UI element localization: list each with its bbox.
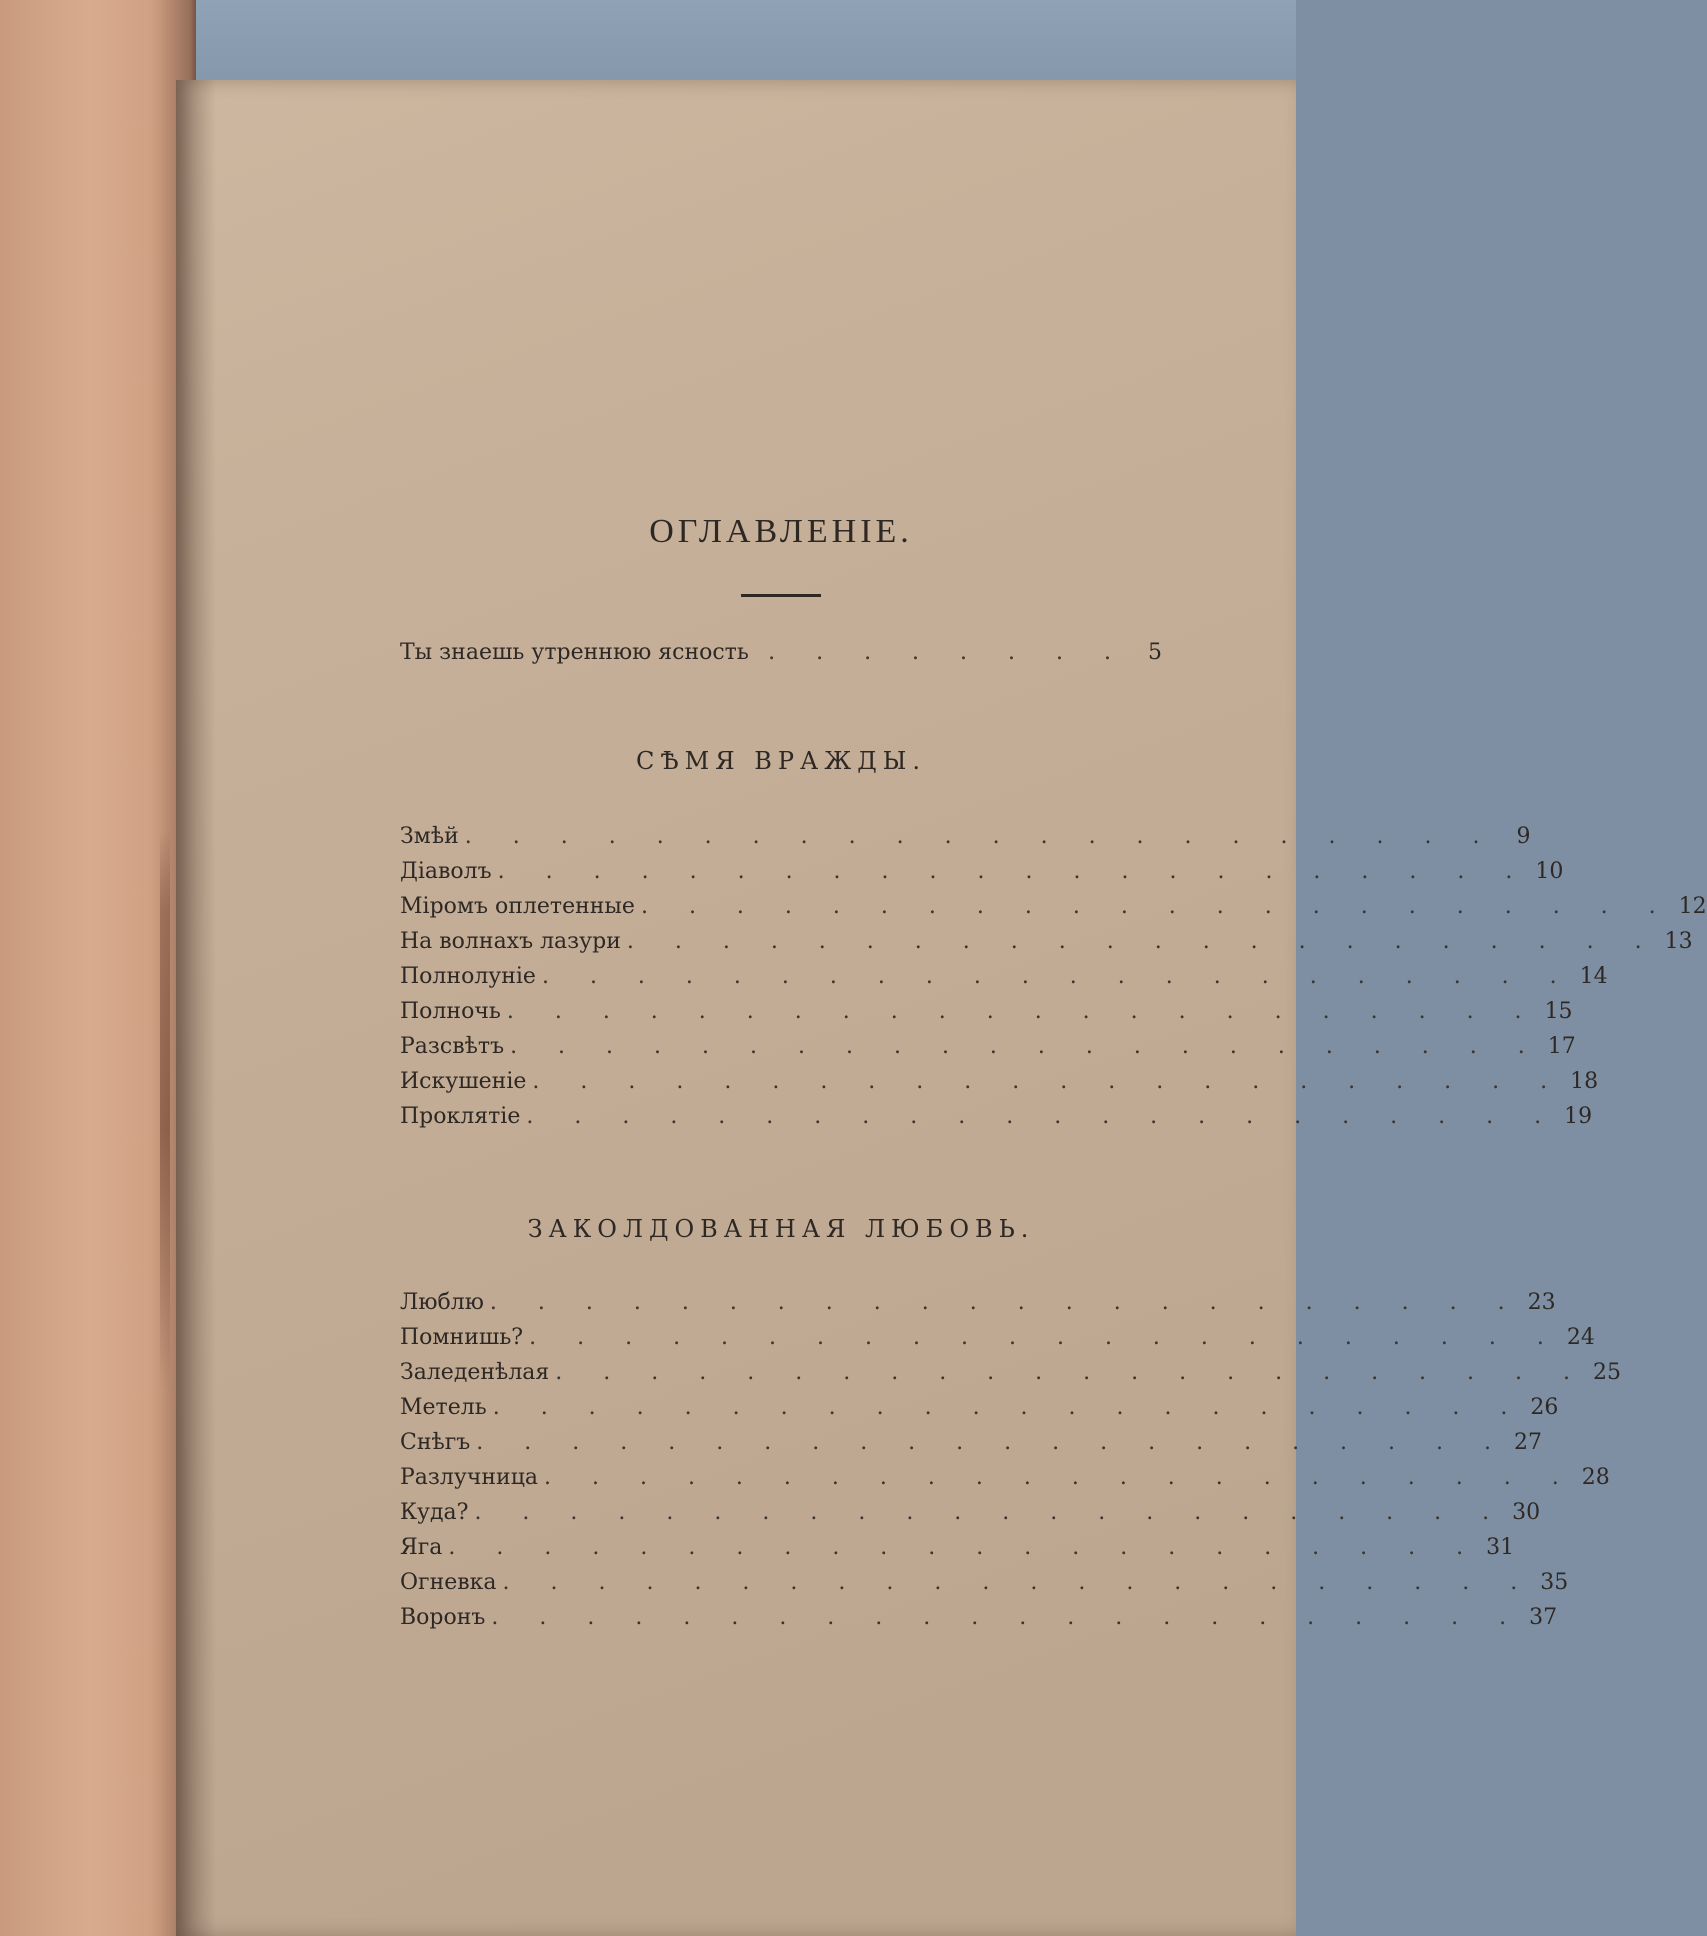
- toc-entry-page: 31: [1486, 1535, 1515, 1560]
- toc-entry: [400, 890, 1707, 924]
- toc-entry: [400, 1065, 1599, 1099]
- toc-entry: [400, 925, 1693, 959]
- toc-entry-page: 26: [1530, 1395, 1559, 1420]
- toc-entry-page: 9: [1516, 824, 1531, 849]
- toc-entry: [400, 820, 1531, 854]
- dot-leader: . . . . . . . . . . . . . . . . . . . . . .: [474, 1500, 1507, 1525]
- gutter-shadow: [176, 80, 216, 1936]
- toc-entry-page: 35: [1540, 1570, 1569, 1595]
- toc-entry-label: Яга: [400, 1535, 443, 1560]
- toc-entry-page: 23: [1527, 1290, 1556, 1315]
- toc-entry-page: 18: [1570, 1069, 1599, 1094]
- toc-entry-label: Полночь: [400, 999, 501, 1024]
- section-heading-1: СѢМЯ ВРАЖДЫ.: [636, 747, 926, 775]
- toc-entry-label: Метель: [400, 1395, 487, 1420]
- dot-leader: . . . . . . . . . . . . . . . . . . . . . .: [506, 999, 1539, 1024]
- dot-leader: . . . . . . . . . . . . . . . . . . . . . .: [626, 929, 1659, 954]
- title-rule: [741, 594, 821, 597]
- toc-entry-page: 17: [1547, 1034, 1576, 1059]
- dot-leader: . . . . . . . . . . . . . . . . . . . . . .: [555, 1360, 1588, 1385]
- toc-entry-label: Искушеніе: [400, 1069, 527, 1094]
- toc-entry-intro: [400, 636, 1162, 670]
- toc-entry-label: Воронъ: [400, 1605, 486, 1630]
- toc-entry: [400, 1391, 1559, 1425]
- toc-entry-page: 14: [1579, 964, 1608, 989]
- dot-leader: . . . . . . . . . . . . . . . . . . . . . .: [464, 824, 1497, 849]
- dot-leader: . . . . . . . . . . . . . . . . . . . . . .: [532, 1069, 1565, 1094]
- toc-entry-page: 28: [1581, 1465, 1610, 1490]
- toc-entry-page: 30: [1512, 1500, 1541, 1525]
- dot-leader: . . . . . . . . . . . . . . . . . . . . . .: [489, 1290, 1522, 1315]
- toc-entry: [400, 1496, 1541, 1530]
- toc-entry: [400, 1286, 1556, 1320]
- toc-entry-label: Змѣй: [400, 824, 459, 849]
- toc-entry-label: Огневка: [400, 1570, 497, 1595]
- section-heading-2: ЗАКОЛДОВАННАЯ ЛЮБОВЬ.: [527, 1215, 1035, 1243]
- dot-leader: . . . . . . . . . . . . . . . . . . . . . .: [543, 1465, 1576, 1490]
- toc-entry: [400, 1426, 1543, 1460]
- toc-entry-page: 10: [1535, 859, 1564, 884]
- toc-entry: [400, 1100, 1593, 1134]
- toc-entry-label: Діаволъ: [400, 859, 492, 884]
- dot-leader: . . . . . . . . . . . . . . . . . . . . . .: [448, 1535, 1481, 1560]
- toc-entry-page: 5: [1148, 640, 1162, 665]
- toc-title: ОГЛАВЛЕНІЕ.: [649, 513, 913, 550]
- toc-entry-label: Куда?: [400, 1500, 469, 1525]
- dot-leader: . . . . . . . . . . . . . . . . . . . . . .: [476, 1430, 1509, 1455]
- toc-entry-label: Снѣгъ: [400, 1430, 471, 1455]
- dot-leader: . . . . . . . . . . . . . . . . . . . . . .: [541, 964, 1574, 989]
- toc-entry-label: Полнолуніе: [400, 964, 536, 989]
- toc-entry-label: На волнахъ лазури: [400, 929, 621, 954]
- toc-entry: [400, 855, 1564, 889]
- toc-entry-label: Проклятіе: [400, 1104, 521, 1129]
- dot-leader: . . . . . . . . . . . . . . . . . . . . . .: [526, 1104, 1559, 1129]
- dot-leader: . . . . . . . . . . . . . . . . . . . . . .: [640, 894, 1673, 919]
- toc-entry-label: Помнишь?: [400, 1325, 524, 1350]
- dot-leader: . . . . . . . . . . . . . . . . . . . . . .: [492, 1395, 1525, 1420]
- toc-entry-page: 12: [1678, 894, 1707, 919]
- dot-leader: . . . . . . . . . . . . . . . . . . . . . .: [502, 1570, 1535, 1595]
- toc-entry-label: Заледенѣлая: [400, 1360, 550, 1385]
- dot-leader: . . . . . . . . . . . . . . . . . . . . . .: [497, 859, 1530, 884]
- toc-entry-page: 27: [1514, 1430, 1543, 1455]
- dot-leader: . . . . . . . . . . . . . . . . . . . . . .: [491, 1605, 1524, 1630]
- toc-entry-label: Люблю: [400, 1290, 484, 1315]
- dot-leader: . . . . . . . . . . . . . . . . . . . . . .: [529, 1325, 1561, 1350]
- toc-entry: [400, 960, 1608, 994]
- toc-entry-page: 37: [1529, 1605, 1558, 1630]
- toc-entry: [400, 1356, 1622, 1390]
- toc-entry-page: 13: [1664, 929, 1693, 954]
- toc-entry: [400, 1030, 1576, 1064]
- dot-leader: . . . . . . . . . . . . . . . . . . . . . .: [510, 1034, 1542, 1059]
- toc-entry-page: 25: [1593, 1360, 1622, 1385]
- toc-entry-label: Ты знаешь утреннюю ясность: [400, 640, 749, 665]
- dot-leader: . . . . . . . .: [768, 640, 1128, 665]
- spine-stain: [160, 830, 170, 1390]
- toc-entry: [400, 1566, 1569, 1600]
- toc-entry: [400, 1461, 1610, 1495]
- toc-entry-page: 15: [1544, 999, 1573, 1024]
- toc-entry-page: 24: [1566, 1325, 1595, 1350]
- toc-entry: [400, 1531, 1515, 1565]
- toc-entry: [400, 1321, 1595, 1355]
- toc-entry-page: 19: [1564, 1104, 1593, 1129]
- toc-entry: [400, 995, 1573, 1029]
- toc-entry-label: Разлучница: [400, 1465, 538, 1490]
- toc-entry-label: Разсвѣтъ: [400, 1034, 505, 1059]
- toc-entry: [400, 1601, 1558, 1635]
- toc-entry-label: Міромъ оплетенные: [400, 894, 635, 919]
